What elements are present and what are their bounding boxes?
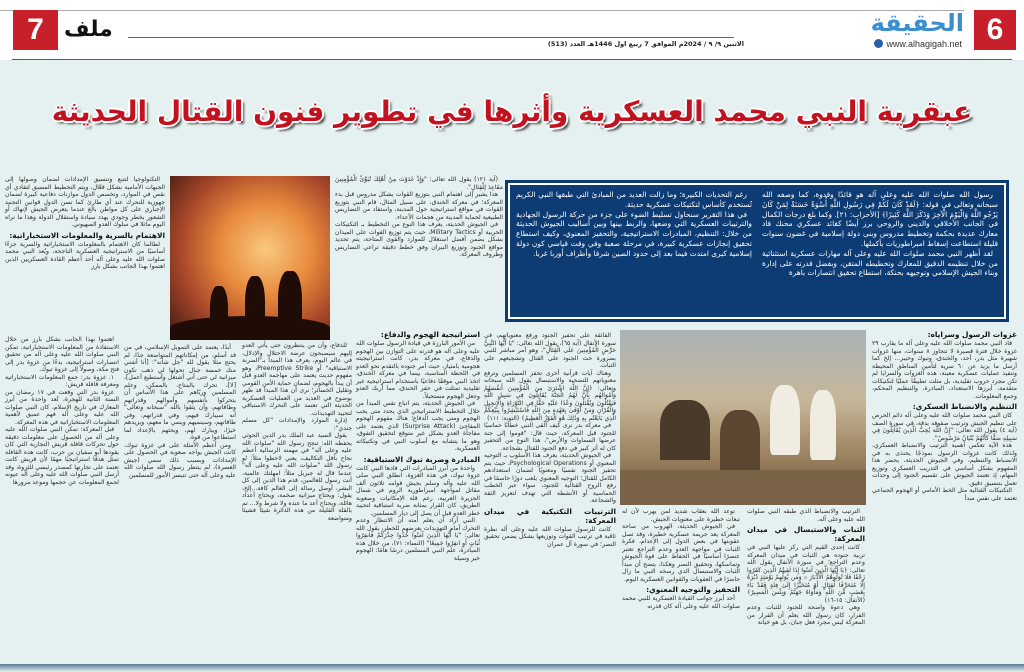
paragraph: اهتموا بهذا الجانب بشكل بارز من خلال الاستفادة من المعلومات الاستخباراتية، تمكن النبي صلوات الله عليه وعلى آله من تحقيق انتصارات استراتيجية، بدءًا من غزوة بدر إلى فتح مكة، وصولاً إلى غزوة تبوك. [5, 336, 119, 373]
paragraph: من الأمور البارزة في قيادة الرسول صلوات الله عليه وعلى آله هو قدرته على التوازن بين الهجوم والدفاع، في معركة بدر، كانت استراتيجيته هجومية بامتياز، حيث أمر جنوده بالتقدم نحو العدو في اللحظة المناسبة، بينما في معركة الخندق، اتخذ النبي موقفًا دفاعيًا باستخدام استراتيجية غير تقليدية تمثلت في حفر الخندق، مما أربك العدو وجعل الهجوم مستحيلاً. [355, 340, 480, 400]
paragraph: غزوة بدر التي وقعت في ١٧ رمضان من السنة الثانية للهجرة، تُعد واحدة من أبرز المعارك في تاريخ الإسلام، كان النبي صلوات الله عليه وعلى آله فهم عميق لأهمية المعلومات الاستخباراتية في هذه المعركة. [5, 388, 119, 426]
paragraph: في الجيوش الحديثة، يتم اتباع نفس المبدأ من خلال التخطيط الاستراتيجي الذي يحدد متى يجب الهجوم ومتى يجب الدفاع؛ هناك مفهوم الهجوم المفاجئ (Surprise Attack) الذي يعتمد على مفاجأة العدو بشكل غير متوقع لتحقيق التفوق، وهو ما يتشابه مع أسلوب النبي في وتكتيكاته العسكرية. [356, 400, 480, 452]
paragraph: الفائقة على تحفيز الجنود ورفع معنوياتهم، في سورة الأنفال (آية ٦٥)، يقول الله تعالى: "يَا أَيُّهَا النَّبِيُّ حَرِّضِ الْمُؤْمِنِينَ عَلَى الْقِتَالِ"، وهو أمر مباشر للنبي بضرورة حث الجنود على القتال وتشجيعهم على الثبات. [484, 332, 617, 369]
paragraph: واحدة من أبرز المبادرات التي قادها النبي كانت غزوة تبوك، في هذه الغزوة، انطلق النبي صلى الله عليه وآله وسلم بجيش قوامه ثلاثون ألف مقاتل لمواجهة امبراطورية الروم في شمال الجزيرة العربية، رغم قلة الإمكانيات وصعوبة الطريق، كان القرار بمثابة ضربة استباقية لتحييد خطر العدو قبل أن يصل إلى ديار المسلمين. [356, 464, 480, 517]
article-column [356, 328, 480, 562]
article-column [5, 336, 119, 486]
paragraph: (آية ١٢١) يقول الله تعالى: "وَإِذْ غَدَوْتَ مِنْ أَهْلِكَ تُبَوِّئُ الْمُؤْمِنِينَ مَقَاعِدَ لِلْقِتَالِ". [335, 176, 503, 191]
paragraph: الترتيب والانضباط الذي طبقه النبي صلوات الله عليه وعلى آله. [747, 508, 865, 523]
intro-column [516, 190, 752, 259]
subheading: غزوات الرسول وسراياه: [927, 330, 1017, 339]
paragraph: في معركة بدر نرى كيف ألقى النبي خطابًا حماسيًا للجنود قبل المعركة، حيث قال: "قوموا إلى جنة عرضها السماوات والأرض"، هذا النوع من التحفيز كان له أثر كبير في دفع الجنود للقتال بشجاعة. [484, 422, 616, 452]
paragraph: لطالما كان الاهتمام بالمعلومات الاستخباراتية والسرية جزءًا أساسيًا من الاستراتيجية العسكرية الناجحة، ويُعد النبي محمد صلوات الله عليه وعلى آله أحد أعظم القادة العسكريين الذين اهتموا بهذا الجانب بشكل بارز [5, 240, 165, 270]
dateline: الاثنين ٩/ ٩ / 2024م الموافق 7 ربيع اول 1446هـ العدد (513) [547, 40, 744, 48]
newspaper-logo: الحقيقة [870, 9, 964, 37]
paragraph: أحد أبرز جوانب القيادة العسكرية للنبي محمد صلوات الله عليه وعلى آله كان قدرته [622, 595, 740, 610]
intro-column [762, 190, 998, 278]
headline: عبقرية النبي محمد العسكرية وأثرها في تطوير فنون القتال الحديثة [51, 95, 973, 128]
paragraph: كانت إحدى القيم التي ركز عليها النبي في تربية جنوده هي الثبات في ميدان المعركة وعدم التراجع؛ في سورة الأنفال يقول الله تعالى: ﴿يَا أَيُّهَا الَّذِينَ آمَنُوا إِذَا لَقِيتُمُ الَّذِينَ كَفَرُوا زَحْفًا فَلَا تُوَلُّوهُمُ الْأَدْبَارَ ۞ وَمَن يُوَلِّهِمْ يَوْمَئِذٍ دُبُرَهُ إِلَّا مُتَحَرِّفًا لِّقِتَالٍ أَوْ مُتَحَيِّزًا إِلَىٰ فِئَةٍ فَقَدْ بَاءَ بِغَضَبٍ مِّنَ اللَّهِ وَمَأْوَاهُ جَهَنَّمُ وَبِئْسَ الْمَصِيرُ﴾ (الأنفال: ١٥-١٦) [747, 544, 865, 604]
paragraph: التكتيكات القتالية مثل الخط الأمامي أو الهجوم الجماعي تعتمد على نفس مبدأ [872, 487, 1017, 502]
paragraph: التكنولوجيا لتتبع وتنسيق الإمدادات لضمان وصولها إلى الجبهات الأمامية بشكل فعّال، ويتم التخطيط المسبق لتفادي أي نقص في الموارد، وتخصص الدول موازنات دفاعية كبيرة لضمان جهوزية للتحرك عند أي طارئ كما تسن الدول قوانين التجنيد الإجباري على كل مواطن بالغ عندما يتعرض الجيش لإنهاك أو الشعور بخطر وجودي يهدد سيادة واستقلال الدولة وهذا ما نراه اليوم ماثلا في سلوك العدو الصهيوني. [5, 176, 165, 228]
header-rule [12, 59, 1012, 60]
desert-army-photo [620, 330, 866, 505]
paragraph: قبل المعركة: تمكن النبي صلوات الله عليه وعلى آله من الحصول على معلومات دقيقة حول تحركات قافلة قريش التجارية التي كان يقودها أبو سفيان بن حرب، كانت هذه القافلة تمثل هدفًا استراتيجيًا مهمًا لأن قريش كانت تعتمد على تجارتها كمصدر رئيسي للثروة، وقد أرسل النبي صلوات الله عليه وعلى آله عيونه لجمع المعلومات عن حجمها وموعد مرورها [5, 426, 119, 486]
paragraph: قاد النبي محمد صلوات الله عليه وعلى آله ما يقارب ٢٩ غزوة خلال فترة قصيرة لا تتجاوز ٨ سنوات، منها غزوات شهيرة مثل بدر، أحد، والخندق، وتبوك وخيبر... إلخ كما أرسل ما يزيد عن ٦٠ سرية لتأمين المناطق المحيطة وتنفيذ عمليات عسكرية معينة، هذه الغزوات والسرايا لم تكن مجرد حروب تقليدية، بل مثلت تطبيقًا عمليًا لتكتيكات متقدمة، أبرزها الاستعداد، المبادرة، والتنظيم المحكم، وجمع المعلومات. [872, 340, 1017, 400]
section-label: ملف [64, 17, 113, 42]
paragraph: النبي أراد أن يعلم أمته أن الانتظار وعدم التحرك أمام التهديدات يعرضهم للخطر، يقول الله تعالى: "يَا أَيُّهَا الَّذِينَ آمَنُوا خُذُوا حِذْرَكُمْ فَانفِرُوا ثُبَاتٍ أَوِ انفِرُوا جَمِيعًا" (النساء: ٧١)، من خلال هذه المبادرة، علم النبي المسلمين درسًا هامًا: الهجوم خير وسيلة [356, 517, 481, 562]
paragraph: توعد الله بعقاب شديد لمن يهرب لأن له تبعات خطيرة على معنويات الجيش. [622, 508, 740, 523]
header-rule [128, 37, 734, 38]
paragraph: كان النبي محمد صلوات الله عليه وعلى آله دائم الحرص على تنظيم الجيش وترتيب صفوفه بدقة، في سورة الصف (آية ٤) يقول الله تعالى: "إِنَّ اللَّهَ يُحِبُّ الَّذِينَ يُقَاتِلُونَ فِي سَبِيلِهِ صَفًّا كَأَنَّهُمْ بُنْيَانٌ مَرْصُوصٌ". [872, 412, 1017, 442]
paragraph: ومن أعظم الأمثلة على في غزوة تبوك، كانت الجيش يواجه صعوبة في الحصول على الإمدادات وبسبب ذلك سمي (جيش العسرة)، لم ينتظر رسول الله صلوات الله عليه وعلى آله حتى تتيسر الأمور للمسلمين [124, 441, 236, 479]
article-column [124, 344, 236, 479]
website-url[interactable]: www.alhagigah.net [874, 39, 962, 50]
article-column [872, 328, 1017, 502]
subheading: المبادرة وضربة تبوك الاستباقية: [363, 454, 480, 464]
paragraph: لقد أظهر النبي محمد صلوات الله عليه وعلى آله مهارات عسكرية استثنائية من خلال تنظيمه الدقيق للمعارك وتخطيطه المتقن، وبفضل قدرته على إدارة وبناء الجيش الإسلامي وتوجيهه بحنكة، استطاع تحقيق انتصارات باهرة [762, 248, 998, 278]
paragraph: في الجيوش الحديثة، يعرف هذا النوع من التخطيط بـ التكتيكات الحربية أو Military Tactics، حيث يتم توزيع القوات على الميدان بشكل يضمن أفضل استغلال للموارد والقوى المتاحة، يتم تحديد مواقع الجنود وتوزيع النيران وفق خطط دقيقة تراعي التضاريس وظروف المعركة. [335, 221, 503, 258]
article-column [484, 332, 616, 548]
paragraph: وهي دعوة واضحة للجنود للثبات وعدم الفرار، كان رسول الله يعلم أن الفرار من المعركة ليس مجرد فعل جبان، بل هو خيانة [747, 604, 865, 626]
footer-rule [0, 664, 1024, 672]
article-column [747, 508, 865, 627]
left-page-number: 7 [13, 10, 58, 50]
page-number: 6 [974, 10, 1016, 50]
article-column [622, 508, 740, 610]
subheading: التحفيز والتوجيه المعنوي: [646, 585, 740, 594]
paragraph: أبدًا، يعتمد على التمويل الإسلامي، في من قد أسلم، من إمكاناتهم المتواضعة جدًا، لم يحتج مثلًا يقول لله "جل شأنه": [أنا أشتي منك خمسة جبال تحولها لي ذهب تكون ميزانية لي حتى أني أشتغل وأستطيع أعمل]، [لا]، تحرك بالمتاح، بالممكن، وعلم المسلمين وربّاهم على هذا الأساس أن يتحركوا بأنفسهم وأموالهم وقدراتهم وطاقاتهم، وأن يثقوا بالله "سبحانه وتعالى" أنه سيبارك فيهم، وفي قدراتهم، وفي طاقاتهم، وسينميهم وينمي ما معهم، ويزيدهم خيرًا، ويبارك لهم، ويحثهم بالإعداد لما استطاعوا من قوة. [124, 344, 236, 441]
subheading: الاهتمام بالسرية والمعلومات الاستخباراتية: [9, 230, 165, 240]
paragraph: يقول السيد عبد الملك بدر الدين الحوثي يحفظه الله: تنجح رسول الله "صلوات الله عليه وعلى آله" في مهمته الرسالية أعظم نجاح بأقل التكاليف، يعني لاحظوا مثلاً: لو رسول الله "صلوات الله عليه وعلى آله" عندما قال له جبريل مثلاً: امهلتك عالمية، أنت رسول للعالمين، قدم هذا الدين إلى كل البشر، أوصل رسالة إلى العالم كافة...إلخ، يقول: ويحتاج ميزانية ضخمة، ويحتاج أعداد هائلة، ويحتاج أعد ما عنده ولا شرط ولا... تم بالقلة القليلة من هذه الدائرة شيئا فشيئا ومتواضعة [242, 432, 352, 522]
paragraph: ١. غزوة بدر: جمع المعلومات الاستخباراتية ومعرفة قافلة قريش: [5, 373, 119, 388]
article-column [242, 342, 352, 522]
paragraph: في الجيوش الحديثة، يعرف هذا الأسلوب بـ التوجيه المعنوي أو Psychological Operations، حيث يتم تحفيز الجنود نفسيًا ومعنويًا لضمان استعدادهم الكامل للقتال؛ التوجيه المعنوي يلعب دورًا حاسمًا في رفع الروح القتالية للجنود، سواء عبر الخطب الحماسية أو الأنشطة التي تهدف لتعزيز الثقة والشجاعة. [484, 452, 616, 504]
subheading: الترتيبات التكتيكية في ميدان المعركة: [484, 506, 616, 525]
sunset-warriors-photo [170, 176, 330, 340]
paragraph: في هذا التقرير سنحاول تسليط الضوء على جزء من حركة الرسول الجهادية والترتيبات العسكرية التي وضعها، والربط بينها وبين أساليب الجيوش الحديثة من خلال: التنظيم، المبادرات الاستراتيجية، والتحفيز المعنوي، وكيف استطاع تحقيق إنجازات عسكرية كبيرة، في مرحلة صعبة وفي وقت قياسي كون دولة إسلامية كبرى امتدت فيما بعد إلى حدود الصين شرقا وأطراف أوربا غربا. [516, 209, 752, 258]
paragraph: وهناك آيات قرآنية أخرى تحفز المسلمين وترفع معنوياتهم للتضحية والاستبسال يقول الله سبحانه وتعالى: ﴿إِنَّ اللَّهَ اشْتَرَىٰ مِنَ الْمُؤْمِنِينَ أَنفُسَهُمْ وَأَمْوَالَهُم بِأَنَّ لَهُمُ الْجَنَّةَ يُقَاتِلُونَ فِي سَبِيلِ اللَّهِ فَيَقْتُلُونَ وَيُقْتَلُونَ وَعْدًا عَلَيْهِ حَقًّا فِي التَّوْرَاةِ وَالْإِنجِيلِ وَالْقُرْآنِ وَمَنْ أَوْفَىٰ بِعَهْدِهِ مِنَ اللَّهِ فَاسْتَبْشِرُوا بِبَيْعِكُمُ الَّذِي بَايَعْتُم بِهِ وَذَٰلِكَ هُوَ الْفَوْزُ الْعَظِيمُ﴾ (التوبة: ١١١) [484, 369, 616, 422]
page-header [0, 0, 1024, 60]
paragraph: رسول الله صلوات الله عليه وعلى آله هو قائدًا وقدوة، كما وصفه الله سبحانه وتعالى في قوله: ﴿لَقَدْ كَانَ لَكُمْ فِي رَسُولِ اللَّهِ أُسْوَةٌ حَسَنَةٌ لِمَنْ كَانَ يَرْجُو اللَّهَ وَالْيَوْمَ الْآخِرَ وَذَكَرَ اللَّهَ كَثِيرًا﴾ [الأحزاب: ٢١]. وكما بلغ درجات الكمال في الجانب الأخلاقي والديني والروحي برز أيضًا كقائد عسكري محنك قاد معارك عديدة بحكمة وتخطيط مدروس وبنى دولة إسلامية في غضون سنوات قليلة استطاعت إسقاط امبراطوريات بأكملها. [762, 190, 998, 248]
paragraph: في الجيوش الحديثة، الهروب من ساحة المعركة يعد جريمة عسكرية خطيرة، وقد تصل عقوبتها في بعض الدول إلى الإعدام، فكرة الثبات في مواجهة العدو وعدم التراجع تعتبر عنصرًا أساسيًا في الحفاظ على قوة الجيوش وتماسكها، وتحقيق النصر وهكذا، يتضح أن مبدأ الثبات والاستبسال الذي رسخه النبي ما زال حاضرًا في العقوبات والقوانين العسكرية اليوم. [622, 523, 740, 583]
paragraph: للدفاع، وأن من ينتظرون حتى يأتي العدو إليهم سيصبحون عرضة الاحتلال والإذلال، في عالم اليوم، يعرف هذا المبدأ بـ"الضربة الاستباقية" أو Preemptive Strike، وهو مفهوم حديث يعتمد على مهاجمة العدو قبل أن يبدأ بالهجوم، لضمان حماية الأمن القومي وتقليل الخسائر؛ نرى أن هذا المبدأ قد ظهر بوضوح في العديد من العمليات العسكرية الحديثة التي تعتمد على التحرك الاستباقي لتحييد التهديدات. [242, 342, 352, 417]
paragraph: إدارة الموارد والإمدادات "كل مسلم جندي": [242, 417, 352, 432]
paragraph: هذه الآية تعكس أهمية الترتيب والانضباط العسكري، ولذلك كانت غزوات الرسول نموذجًا يحتذى به في الانضباط والتنظيم، وفي الجيوش الحديثة، يحضر هذا المفهوم بشكل أساسي في التدريب العسكري وتوزيع المهام، إذ تعتمد الجيوش على تقسيم الجنود إلى وحدات تعمل بتنسيق دقيق. [872, 442, 1017, 487]
paragraph: هذا يشير إلى اهتمام النبي بتوزيع القوات بشكل مدروس قبل بدء المعركة؛ في معركة الخندق، على سبيل المثال، قام النبي بتوزيع القوات في مواقع استراتيجية حول المدينة، واستفاد من التضاريس الطبيعية لحماية المدينة من هجمات الأعداء. [335, 191, 503, 221]
article-column [5, 176, 165, 271]
paragraph: رغم التحديات الكبيرة؛ وما زالت العديد من المبادئ التي طبقها النبي الكريم تُستخدم كأساس لتكتيكات عسكرية حديثة. [516, 190, 752, 209]
subheading: التنظيم والانضباط العسكري: [912, 402, 1017, 411]
intro-box [508, 183, 1006, 319]
subheading: استراتيجية الهجوم والدفاع: [380, 330, 480, 339]
paragraph: كانت للرسول صلوات الله عليه وعلى آله نظرة ثاقبة في ترتيب القوات وتوزيعها بشكل يضمن تحقيق النصر؛ في سورة آل عمران [484, 525, 616, 548]
header-rule [0, 10, 964, 11]
subheading: الثبات والاستبسال في ميدان المعركة: [747, 525, 865, 543]
article-column [335, 176, 503, 259]
